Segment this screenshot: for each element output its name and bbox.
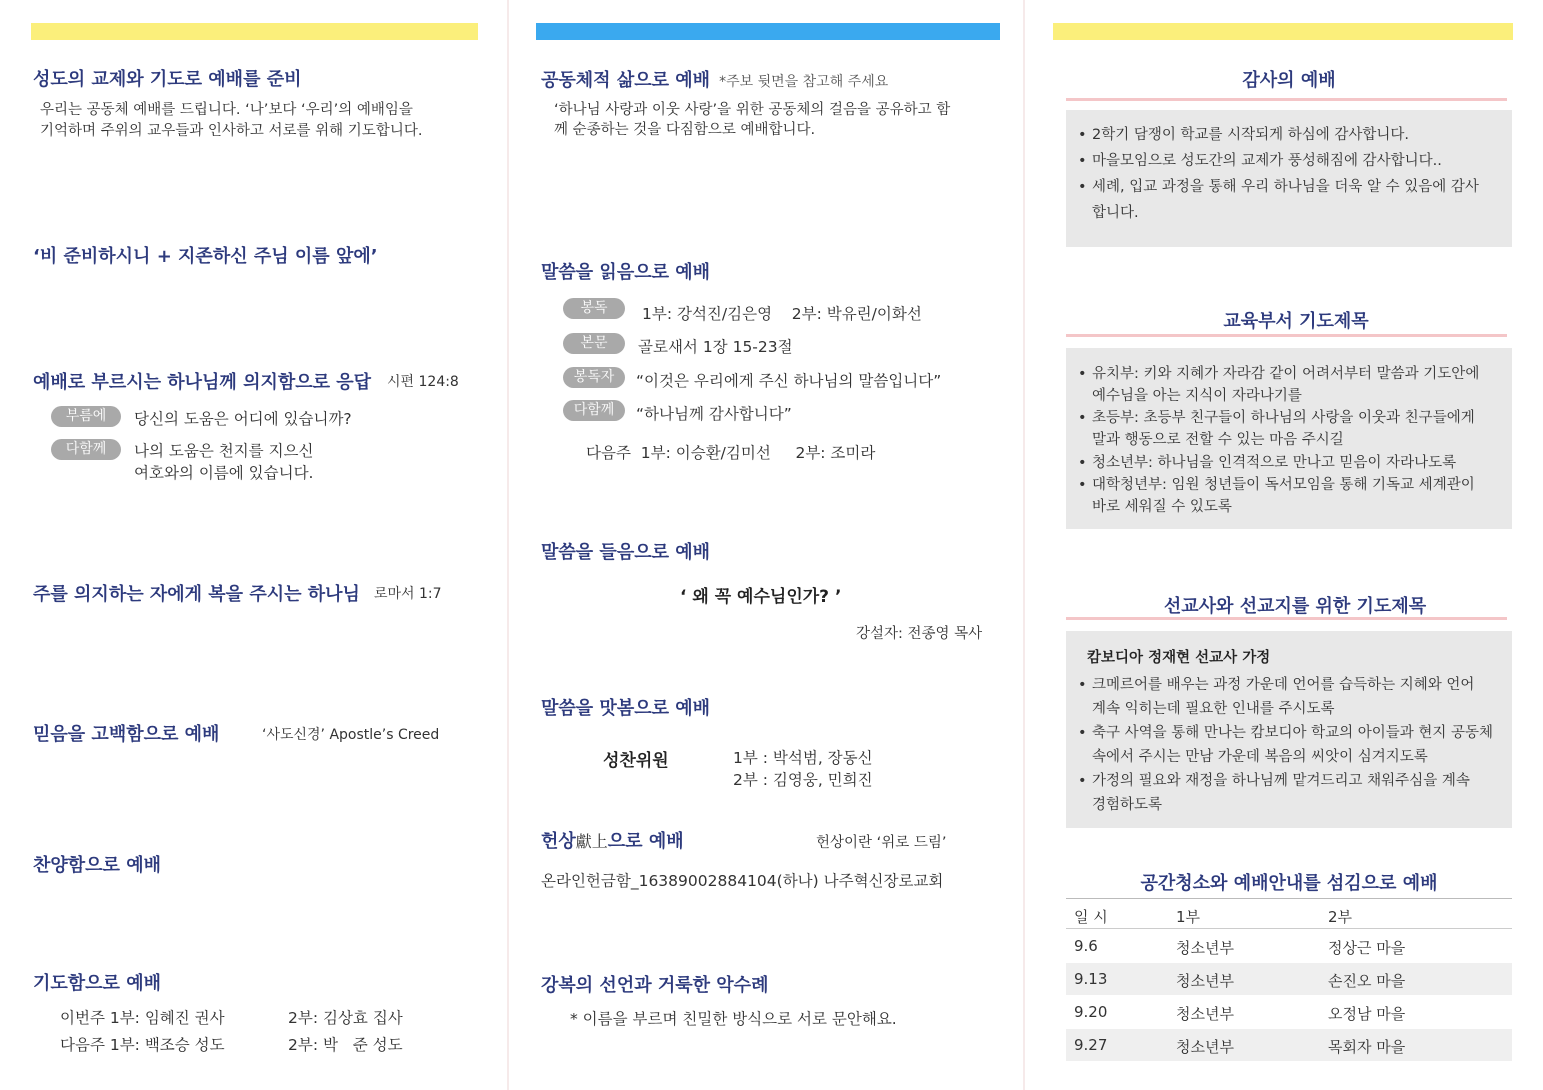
- reader-declaration: “이것은 우리에게 주신 하나님의 말씀입니다”: [636, 372, 942, 390]
- section-title-thanks: 감사의 예배: [1242, 70, 1336, 91]
- mission-item-2-cont: 속에서 주시는 만남 가운데 복음의 씨앗이 심겨지도록: [1092, 749, 1428, 765]
- mission-item-1-cont: 계속 익히는데 필요한 인내를 주시도록: [1092, 701, 1335, 717]
- pill-reader: 봉독자: [563, 367, 625, 388]
- greeting-scripture-ref: 로마서 1:7: [374, 586, 442, 602]
- edu-elementary-cont: 말과 행동으로 전할 수 있는 마음 주시길: [1092, 432, 1344, 448]
- table-row: [1066, 930, 1512, 962]
- community-text-line1: ‘하나님 사랑과 이웃 사랑’을 위한 공동체의 걸음을 공유하고 함: [554, 102, 951, 118]
- offering-title-row: [541, 827, 684, 853]
- edu-college: • 대학청년부: 임원 청년들이 독서모임을 통해 기독교 세계관이: [1078, 477, 1475, 493]
- blue-bar-middle: [536, 23, 1000, 40]
- offering-title-b: 으로 예배: [607, 831, 684, 852]
- prayer-this-week-2: 2부: 김상효 집사: [288, 1009, 403, 1027]
- section-title-preparation: 성도의 교제와 기도로 예배를 준비: [33, 69, 302, 90]
- mission-item-3-cont: 경험하도록: [1092, 797, 1163, 813]
- yellow-bar-right: [1053, 23, 1513, 40]
- prayer-next-week-1: 다음주 1부: 백조승 성도: [60, 1036, 225, 1054]
- creed-ref: ‘사도신경’ Apostle’s Creed: [262, 727, 440, 743]
- section-title-sermon: 말씀을 들음으로 예배: [541, 542, 711, 563]
- table-header-rule: [1066, 928, 1512, 929]
- thanks-item-3-cont: 합니다.: [1092, 205, 1139, 221]
- column-divider-2: [1023, 0, 1025, 1090]
- mission-item-1: • 크메르어를 배우는 과정 가운데 언어를 습득하는 지혜와 언어: [1078, 677, 1475, 693]
- together-response: “하나님께 감사합니다”: [636, 405, 792, 423]
- call-scripture-ref: 시편 124:8: [387, 374, 459, 390]
- communion-label: 성찬위원: [603, 751, 669, 771]
- thanks-box: [1066, 110, 1512, 247]
- pill-together: 다함께: [51, 439, 121, 460]
- sermon-speaker: 강설자: 전종영 목사: [856, 626, 983, 642]
- section-title-praise: 찬양함으로 예배: [33, 855, 161, 876]
- offering-title-a: 헌상: [541, 831, 576, 852]
- table-header-row: [1066, 901, 1512, 929]
- pill-together-response: 다함께: [563, 400, 625, 421]
- community-note: *주보 뒷면을 참고해 주세요: [719, 74, 889, 90]
- sermon-title: ‘ 왜 꼭 예수님인가? ’: [680, 587, 842, 607]
- pill-reading: 봉독: [563, 298, 625, 319]
- response-text-line2: 여호와의 이름에 있습니다.: [134, 464, 314, 482]
- reading-passage: 골로새서 1장 15-23절: [638, 338, 793, 356]
- reading-readers: 1부: 강석진/김은영 2부: 박유린/이화선: [642, 305, 922, 323]
- offering-ref: 헌상이란 ‘위로 드림’: [816, 835, 947, 851]
- yellow-bar-left: [31, 23, 478, 40]
- table-header-first: 1부: [1176, 908, 1201, 926]
- communion-second-service: 2부 : 김영웅, 민희진: [733, 771, 873, 789]
- row-date: 9.20: [1074, 1003, 1108, 1021]
- table-row: [1066, 1029, 1512, 1061]
- education-underline: [1066, 334, 1507, 337]
- prayer-next-week-2: 2부: 박 준 성도: [288, 1036, 403, 1054]
- row-first: 청소년부: [1176, 1005, 1234, 1023]
- edu-college-cont: 바로 세워질 수 있도록: [1092, 499, 1232, 515]
- column-divider-1: [507, 0, 509, 1090]
- community-text-line2: 께 순종하는 것을 다짐함으로 예배합니다.: [554, 122, 816, 138]
- preparation-text-line1: 우리는 공동체 예배를 드립니다. ‘나’보다 ‘우리’의 예배임을: [40, 102, 413, 118]
- section-title-mission: 선교사와 선교지를 위한 기도제목: [1163, 596, 1427, 617]
- edu-youth: • 청소년부: 하나님을 인격적으로 만나고 믿음이 자라나도록: [1078, 455, 1457, 471]
- thanks-item-3: • 세례, 입교 과정을 통해 우리 하나님을 더욱 알 수 있음에 감사: [1078, 179, 1479, 195]
- table-header-date: 일 시: [1074, 908, 1108, 926]
- row-date: 9.6: [1074, 937, 1098, 955]
- offering-account: 온라인헌금함_16389002884104(하나) 나주혁신장로교회: [541, 872, 944, 890]
- benediction-note: * 이름을 부르며 친밀한 방식으로 서로 문안해요.: [570, 1010, 897, 1028]
- mission-box: [1066, 631, 1512, 828]
- row-second: 오정남 마을: [1328, 1005, 1406, 1023]
- section-title-reading: 말씀을 읽음으로 예배: [541, 262, 711, 283]
- section-title-call: 예배로 부르시는 하나님께 의지함으로 응답: [33, 372, 372, 393]
- preparation-text-line2: 기억하며 주위의 교우들과 인사하고 서로를 위해 기도합니다.: [40, 123, 423, 139]
- table-top-rule: [1066, 898, 1512, 899]
- mission-item-3: • 가정의 필요와 재정을 하나님께 맡겨드리고 채워주심을 계속: [1078, 773, 1470, 789]
- thanks-item-1: • 2학기 담쟁이 학교를 시작되게 하심에 감사합니다.: [1078, 127, 1410, 143]
- row-second: 목회자 마을: [1328, 1038, 1406, 1056]
- edu-elementary: • 초등부: 초등부 친구들이 하나님의 사랑을 이웃과 친구들에게: [1078, 410, 1475, 426]
- edu-kindergarten: • 유치부: 키와 지혜가 자라감 같이 어려서부터 말씀과 기도안에: [1078, 366, 1480, 382]
- thanks-item-2: • 마을모임으로 성도간의 교제가 풍성해짐에 감사합니다..: [1078, 153, 1442, 169]
- thanks-underline: [1066, 98, 1507, 101]
- education-box: [1066, 348, 1512, 529]
- next-week-readers: 다음주 1부: 이승환/김미선 2부: 조미라: [586, 444, 876, 462]
- community-title-row: [541, 66, 888, 92]
- section-title-prayer: 기도함으로 예배: [33, 973, 161, 994]
- section-title-education: 교육부서 기도제목: [1223, 311, 1369, 332]
- pill-call: 부름에: [51, 406, 121, 427]
- section-title-benediction: 강복의 선언과 거룩한 악수례: [541, 975, 769, 996]
- offering-title-hanja: 獻上: [575, 832, 608, 851]
- row-first: 청소년부: [1176, 972, 1234, 990]
- row-date: 9.27: [1074, 1036, 1108, 1054]
- mission-item-2: • 축구 사역을 통해 만나는 캄보디아 학교의 아이들과 현지 공동체: [1078, 725, 1494, 741]
- section-title-greeting: 주를 의지하는 자에게 복을 주시는 하나님: [33, 584, 360, 605]
- prayer-this-week-1: 이번주 1부: 임혜진 권사: [60, 1009, 225, 1027]
- table-header-second: 2부: [1328, 908, 1353, 926]
- pill-text: 본문: [563, 333, 625, 354]
- call-text: 당신의 도움은 어디에 있습니까?: [134, 410, 352, 428]
- communion-first-service: 1부 : 박석범, 장동신: [733, 749, 873, 767]
- section-title-creed: 믿음을 고백함으로 예배: [33, 724, 220, 745]
- section-title-cleaning: 공간청소와 예배안내를 섬김으로 예배: [1140, 873, 1438, 894]
- row-first: 청소년부: [1176, 1038, 1234, 1056]
- table-row: [1066, 996, 1512, 1028]
- row-date: 9.13: [1074, 970, 1108, 988]
- mission-family: 캄보디아 정재현 선교사 가정: [1087, 650, 1271, 666]
- row-second: 손진오 마을: [1328, 972, 1406, 990]
- response-text-line1: 나의 도움은 천지를 지으신: [134, 442, 314, 460]
- row-second: 정상근 마을: [1328, 939, 1406, 957]
- section-title-communion: 말씀을 맛봄으로 예배: [541, 698, 711, 719]
- section-title-community: 공동체적 삶으로 예배: [541, 70, 711, 91]
- row-first: 청소년부: [1176, 939, 1234, 957]
- edu-kindergarten-cont: 예수님을 아는 지식이 자라나기를: [1092, 388, 1302, 404]
- song-title: ‘비 준비하시니 + 지존하신 주님 이름 앞에’: [33, 246, 378, 267]
- table-row: [1066, 963, 1512, 995]
- mission-underline: [1066, 617, 1507, 620]
